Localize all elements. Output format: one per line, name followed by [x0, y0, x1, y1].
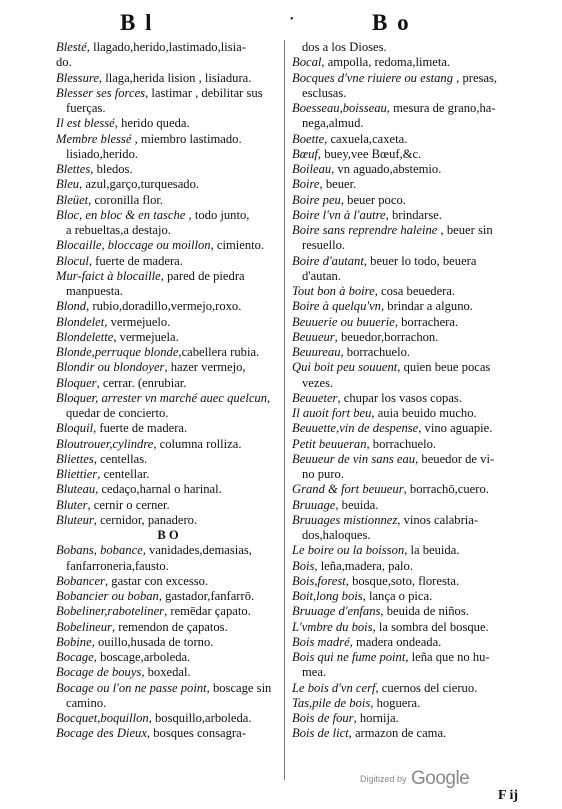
definition: , rubio,doradillo,vermejo,roxo. [86, 299, 242, 314]
headword: Qui boit peu souuent [292, 360, 398, 375]
dictionary-line [292, 360, 518, 375]
headword: Bobancier ou boban [56, 589, 159, 603]
dictionary-line: esclusas. [302, 85, 347, 100]
dictionary-line [292, 726, 518, 741]
headword: Bœuf [292, 146, 318, 161]
definition: , fuerte de madera. [88, 253, 183, 268]
definition: , presas, [453, 70, 498, 85]
headword: Beuuerie ou buuerie [292, 314, 395, 329]
signature-mark: F ij [498, 788, 519, 803]
right-column [292, 40, 518, 742]
dictionary-line [292, 193, 518, 208]
headword: Le boire ou la boisson [292, 543, 405, 558]
headword: Bocage ou l'on ne passe point [56, 680, 207, 695]
dictionary-line [292, 223, 518, 238]
dictionary-line [56, 299, 280, 314]
definition: , boscage,arboleda. [93, 650, 191, 664]
dictionary-line: lisiado,herido. [66, 146, 139, 161]
headword: Bluter [56, 497, 88, 512]
headword: Bluteau [56, 482, 96, 497]
dictionary-line [56, 71, 280, 86]
digitized-watermark [360, 768, 469, 790]
definition: , beuida. [335, 497, 379, 512]
dictionary-line [56, 208, 280, 223]
dictionary-line: camino. [66, 695, 107, 710]
headword: Blondelet [56, 314, 105, 329]
dictionary-line [56, 681, 280, 696]
headword: Beuuette,vin de despense [292, 421, 419, 436]
headword: Tout bon à boire [292, 284, 375, 298]
dictionary-line [292, 498, 518, 513]
headword: Beuureau [292, 345, 341, 359]
dictionary-line [56, 589, 280, 604]
definition: , la sombra del bosque. [372, 619, 489, 634]
definition: , llagado,herido,lastimado,lisia- [86, 40, 246, 54]
definition: , cedaço,harnal o harinal. [95, 482, 222, 497]
definition: , miembro lastimado. [131, 131, 242, 146]
dictionary-line [292, 254, 518, 269]
definition: , vinos calabria- [397, 512, 479, 527]
headword: Blond [56, 299, 87, 314]
headword: Membre blessé [56, 131, 132, 146]
definition: , hoguera. [370, 695, 421, 710]
dictionary-line: dos a los Dioses. [302, 40, 387, 54]
definition: , centellar. [97, 467, 150, 481]
headword: Boire l'vn à l'autre [292, 207, 386, 222]
definition: , beuedor,borrachon. [334, 329, 439, 344]
headword: Bruuage d'enfans [292, 604, 381, 619]
headword: Bleu [56, 177, 80, 192]
definition: , remēdar çapato. [164, 604, 251, 619]
headword: Boire [292, 177, 320, 192]
dictionary-line: fuerças. [66, 101, 106, 115]
dictionary-line [56, 132, 280, 147]
dictionary-line [56, 635, 280, 650]
dictionary-line [292, 559, 518, 574]
headword: L'vmbre du bois [292, 619, 373, 634]
dictionary-line [292, 147, 518, 162]
definition: , borrachō,cuero. [403, 482, 489, 497]
headword: Bloquer, arrester vn marché auec quelcun [56, 390, 268, 405]
left-column [56, 40, 280, 742]
headword: Blocaille, bloccage ou moillon [56, 238, 211, 253]
headword: Bloutrouer,cylindre [56, 436, 154, 451]
definition: , cerrar. (enrubiar. [96, 375, 187, 390]
headword: Bocquet,boquillon [56, 711, 149, 725]
headword: Boire à quelqu'vn [292, 299, 381, 314]
definition: , beuer sin [437, 223, 493, 237]
dictionary-line [56, 665, 280, 680]
definition: , lança o pica. [362, 589, 433, 603]
headword: Bois madré [292, 634, 350, 649]
definition: , centellas. [93, 451, 148, 466]
dictionary-line [56, 116, 280, 131]
dictionary-line [292, 482, 518, 497]
headword: Bloquer [56, 375, 97, 390]
dictionary-line [56, 711, 280, 726]
definition: , cimiento. [210, 238, 265, 253]
dictionary-line [292, 315, 518, 330]
dictionary-line [292, 132, 518, 147]
headword: Bloquil [56, 421, 94, 436]
dictionary-line [56, 345, 280, 360]
headword: Bocage des Dieux [56, 726, 147, 741]
header-dot: • [290, 14, 294, 25]
headword: Bobeliner,raboteliner [56, 604, 165, 619]
dictionary-line [292, 604, 518, 619]
definition: , azul,garço,turquesado. [79, 177, 200, 192]
dictionary-line [292, 177, 518, 192]
definition: , leña,madera, palo. [314, 558, 413, 573]
definition: , vino aguapie. [418, 421, 493, 436]
dictionary-line [292, 513, 518, 528]
dictionary-line: dos,haloques. [302, 528, 371, 542]
dictionary-line [56, 40, 280, 55]
definition: , beuer. [319, 177, 357, 192]
dictionary-line [56, 315, 280, 330]
column-divider [284, 40, 285, 780]
dictionary-line [292, 452, 518, 467]
definition: , llaga,herida lision , lisiadura. [98, 70, 252, 85]
definition: , boxedal. [141, 665, 191, 680]
definition: ,cabellera rubia. [178, 345, 260, 359]
definition: , leña que no hu- [405, 650, 490, 664]
definition: , beuida de niños. [380, 604, 469, 619]
definition: , hornija. [353, 711, 399, 725]
headword: Bliettier [56, 467, 98, 481]
definition: , columna rolliza. [153, 436, 242, 451]
headword: Tas,pile de bois [292, 695, 371, 710]
watermark-brand: Google [410, 768, 470, 789]
dictionary-line [56, 620, 280, 635]
headword: Beuueur [292, 329, 335, 344]
headword: Blettes [56, 162, 91, 176]
dictionary-line [292, 543, 518, 558]
dictionary-line [56, 376, 280, 391]
headword: Bocques d'vne riuiere ou estang [292, 70, 454, 85]
headword: Blondelette [56, 329, 114, 344]
dictionary-line [292, 330, 518, 345]
running-header [0, 10, 562, 40]
definition: , cernidor, panadero. [93, 512, 198, 527]
definition: , mesura de grano,ha- [386, 101, 496, 115]
definition: , caxuela,caxeta. [324, 131, 408, 146]
dictionary-line: mea. [302, 665, 327, 680]
dictionary-line [56, 498, 280, 513]
dictionary-line [292, 55, 518, 70]
definition: , vermejuela. [113, 329, 179, 344]
definition: , vn aguado,abstemio. [331, 162, 442, 176]
dictionary-line: no puro. [302, 467, 344, 481]
header-right: B o [372, 10, 411, 35]
headword: Bruuage [292, 497, 336, 512]
dictionary-line: nega,almud. [302, 116, 364, 131]
definition: , vermejuelo. [104, 314, 171, 329]
definition: , borrachuelo. [340, 345, 411, 359]
headword: Il est blessé [56, 116, 115, 131]
headword: Bobelineur [56, 619, 112, 634]
definition: , auia beuido mucho. [371, 406, 477, 420]
definition: , beuer poco. [340, 192, 406, 207]
section-heading: B O [157, 528, 179, 542]
definition: , cernir o cerner. [87, 497, 170, 512]
headword: Bois [292, 558, 315, 573]
dictionary-line [292, 620, 518, 635]
dictionary-line [56, 193, 280, 208]
dictionary-line: d'autan. [302, 268, 341, 283]
dictionary-line [56, 330, 280, 345]
dictionary-line [292, 162, 518, 177]
headword: Bobancer [56, 573, 105, 588]
definition: , bosque,soto, floresta. [345, 573, 460, 588]
definition: , lastimar , debilitar sus [145, 85, 263, 100]
definition: , cosa beuedera. [374, 284, 456, 298]
headword: Boit,long bois [292, 589, 363, 603]
dictionary-line [56, 86, 280, 101]
headword: Blocul [56, 253, 89, 268]
dictionary-line [56, 452, 280, 467]
headword: Blonde,perruque blonde [56, 345, 179, 359]
definition: , cuernos del cieruo. [375, 680, 478, 695]
dictionary-line [292, 589, 518, 604]
dictionary-line [56, 543, 280, 558]
dictionary-line [292, 635, 518, 650]
definition: , brindar a alguno. [380, 299, 473, 314]
dictionary-line [292, 101, 518, 116]
dictionary-line [56, 574, 280, 589]
headword: Le bois d'vn cerf [292, 680, 376, 695]
definition: , beuedor de vi- [415, 451, 495, 466]
headword: Bloc, en bloc & en tasche [56, 207, 186, 222]
headword: Bois de four [292, 711, 354, 725]
definition: , todo junto, [185, 207, 250, 222]
headword: Blesser ses forces [56, 85, 146, 100]
dictionary-line [292, 299, 518, 314]
dictionary-line [292, 421, 518, 436]
dictionary-line [56, 360, 280, 375]
headword: Bois qui ne fume point [292, 650, 406, 664]
headword: Bobans, bobance [56, 543, 143, 558]
headword: Blondir ou blondoyer [56, 360, 165, 375]
dictionary-line [292, 391, 518, 406]
definition: , quien beue pocas [397, 360, 491, 375]
dictionary-line [56, 162, 280, 177]
dictionary-line: fanfarroneria,fausto. [66, 558, 169, 573]
dictionary-line [292, 208, 518, 223]
dictionary-line [56, 269, 280, 284]
definition: , pared de piedra [160, 268, 245, 283]
definition: , brindarse. [385, 207, 442, 222]
definition: , coronilla flor. [88, 192, 164, 207]
definition: , herido queda. [114, 116, 190, 131]
dictionary-line [292, 696, 518, 711]
dictionary-line [292, 711, 518, 726]
definition: , gastar con excesso. [104, 573, 209, 588]
dictionary-line: resuello. [302, 238, 346, 253]
dictionary-line [292, 437, 518, 452]
definition: , borrachuelo. [366, 436, 437, 451]
definition: , buey,vee Bœuf,&c. [317, 146, 422, 161]
headword: Boire peu [292, 192, 341, 207]
headword: Bliettes [56, 451, 94, 466]
headword: Bois,forest [292, 573, 346, 588]
definition: , bosquillo,arboleda. [148, 711, 252, 725]
headword: Grand & fort beuueur [292, 482, 404, 497]
watermark-small: Digitized by [360, 774, 407, 784]
definition: , madera ondeada. [349, 634, 442, 649]
headword: Bobine [56, 634, 92, 649]
dictionary-line [292, 406, 518, 421]
definition: , bledos. [90, 162, 133, 176]
headword: Bois de lict [292, 726, 349, 741]
dictionary-line [56, 238, 280, 253]
dictionary-line [56, 513, 280, 528]
dictionary-line [56, 421, 280, 436]
headword: Boire d'autant [292, 253, 364, 268]
dictionary-line [292, 574, 518, 589]
headword: Beuueter [292, 390, 338, 405]
headword: Bluteur [56, 512, 94, 527]
dictionary-line: vezes. [302, 375, 334, 390]
definition: , remendon de çapatos. [111, 619, 228, 634]
dictionary-line: a rebueltas,a destajo. [66, 223, 171, 237]
dictionary-line [56, 177, 280, 192]
headword: Boesseau,boisseau [292, 101, 387, 115]
dictionary-line: quedar de concierto. [66, 406, 169, 420]
definition: , fuerte de madera. [93, 421, 188, 436]
dictionary-line [56, 604, 280, 619]
headword: Boette [292, 131, 325, 146]
dictionary-line: do. [56, 55, 72, 70]
headword: Bocal [292, 55, 322, 70]
dictionary-line [56, 482, 280, 497]
definition: , vanidades,demasias, [142, 543, 252, 558]
definition: , chupar los vasos copas. [337, 390, 462, 405]
definition: , ouillo,husada de torno. [91, 634, 214, 649]
definition: , armazon de cama. [348, 726, 447, 741]
dictionary-line [56, 437, 280, 452]
dictionary-line [56, 726, 280, 741]
dictionary-line [56, 254, 280, 269]
dictionary-line [292, 284, 518, 299]
definition: , boscage sin [206, 680, 272, 695]
dictionary-line [292, 681, 518, 696]
definition: , ampolla, redoma,limeta. [321, 55, 451, 70]
headword: Bruuages mistionnez [292, 512, 398, 527]
dictionary-line [292, 650, 518, 665]
headword: Bocage [56, 650, 94, 664]
dictionary-line: manpuesta. [66, 284, 124, 298]
definition: , [267, 390, 271, 405]
definition: , gastador,fanfarrō. [158, 589, 255, 603]
dictionary-line [56, 391, 280, 406]
headword: Bocage de bouys [56, 665, 142, 680]
definition: , bosques consagra- [146, 726, 246, 741]
headword: Boire sans reprendre haleine [292, 223, 438, 237]
headword: Blesté [56, 40, 87, 54]
definition: , hazer vermejo, [164, 360, 246, 375]
dictionary-line [56, 467, 280, 482]
headword: Blessure [56, 70, 99, 85]
headword: Boileau [292, 162, 332, 176]
headword: Petit beuueran [292, 436, 367, 451]
headword: Bleüet [56, 192, 89, 207]
dictionary-line [292, 71, 518, 86]
headword: Il auoit fort beu [292, 406, 372, 420]
definition: , beuer lo todo, beuera [363, 253, 477, 268]
headword: Beuueur de vin sans eau [292, 451, 416, 466]
dictionary-line [292, 345, 518, 360]
headword: Mur-faict à blocaille [56, 268, 161, 283]
header-left: B l [120, 10, 154, 35]
definition: , la beuida. [404, 543, 460, 558]
definition: , borrachera. [394, 314, 459, 329]
dictionary-line [56, 650, 280, 665]
